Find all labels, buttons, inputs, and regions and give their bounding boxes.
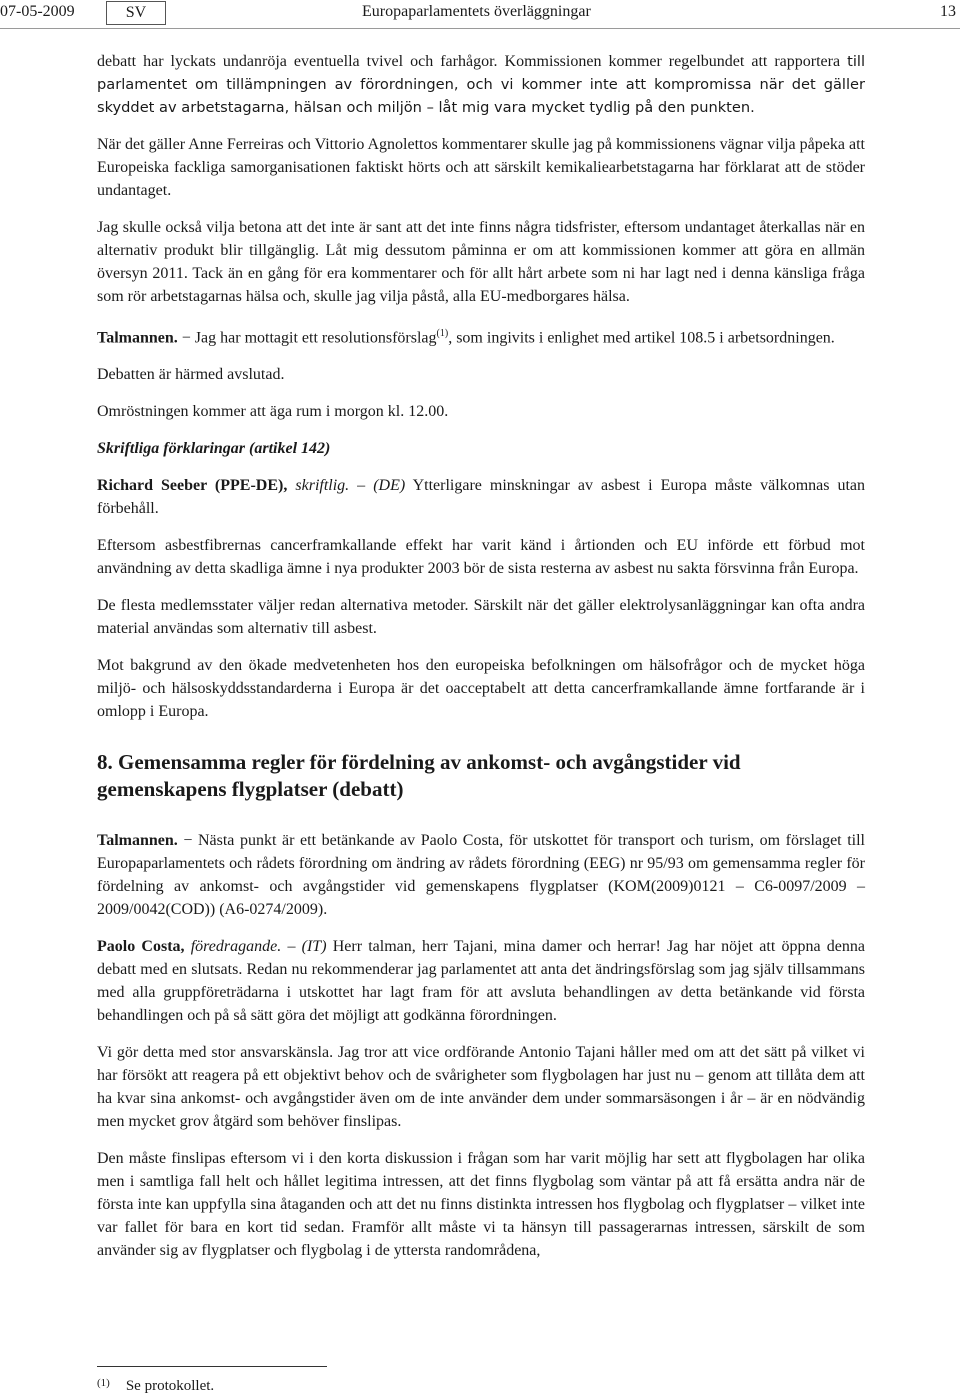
paragraph-12 [97, 935, 865, 1027]
speaker-name: Paolo Costa, [97, 938, 185, 956]
footnote-text: Se protokollet. [125, 1378, 215, 1394]
header-date: 07-05-2009 [0, 3, 75, 20]
speaker-language: – (DE) [349, 477, 406, 495]
speaker-role: föredragande. [184, 938, 282, 956]
language-badge: SV [106, 1, 166, 25]
paragraph-6: Omröstningen kommer att äga rum i morgon kl. 12.00. [97, 403, 449, 421]
paragraph-10: Mot bakgrund av den ökade medvetenheten hos den europeiska befolkningen om hälsofrågor och de mycket höga miljö- och hälsoskyddsstandarderna i Europa är det oacceptabelt att detta cancerframkallande ämne fortfarande är i omlopp i Europa. [97, 657, 865, 721]
paragraph-4 [97, 322, 865, 349]
paragraph-4-text-b: , som ingivits i enlighet med artikel 108.5 i arbetsordningen. [448, 329, 835, 347]
footnote-divider [97, 1366, 327, 1367]
page-number: 13 [940, 3, 956, 20]
paragraph-7-text: Ytterligare minskningar av asbest i Europa måste välkomnas utan förbehåll. [97, 477, 866, 518]
paragraph-9: De flesta medlemsstater väljer redan alternativa metoder. Särskilt när det gäller elektrolysanläggningar kan ofta andra material användas som alternativ till asbest. [97, 597, 865, 638]
footnote [97, 1378, 214, 1395]
speaker-language: – (IT) [281, 938, 327, 956]
paragraph-1-a: debatt har lyckats undanröja eventuella tvivel och farhågor. Kommissionen kommer regelbundet att rapportera [97, 53, 841, 70]
paragraph-5: Debatten är härmed avslutad. [97, 366, 285, 384]
paragraph-1-b: till parlamentet om tillämpningen av förordningen, och vi kommer inte att kompromissa när det gäller skyddet av arbetstagarna, hälsan och miljön – låt mig vara mycket tydlig på den punkten. [97, 53, 866, 116]
footnote-reference[interactable]: (1) [436, 328, 449, 339]
speaker-role: skriftlig. [287, 477, 350, 495]
speaker-name: Talmannen. [97, 329, 178, 347]
document-body [97, 50, 865, 1276]
paragraph-11 [97, 829, 865, 921]
speaker-name: Richard Seeber (PPE-DE), [97, 477, 288, 495]
paragraph-4-text-a: − Jag har mottagit ett resolutionsförslag [177, 329, 437, 347]
paragraph-8: Eftersom asbestfibrernas cancerframkallande effekt har varit känd i årtionden och EU införde ett förbud mot användning av detta skadliga ämne i nya produkter 2003 bör de sista resterna av asbest nu sakta försvinna från Europa. [97, 537, 865, 578]
subheading-written-statements: Skriftliga förklaringar (artikel 142) [97, 440, 331, 458]
paragraph-2: När det gäller Anne Ferreiras och Vittorio Agnolettos kommentarer skulle jag på kommissionens vägnar vilja påpeka att Europeiska fackliga samorganisationen faktiskt hörts och att särskilt kemikaliearbetstagarna har förklarat att de stöder undantaget. [97, 136, 865, 199]
paragraph-14: Den måste finslipas eftersom vi i den korta diskussion i frågan som har varit möjlig har sett att flygbolagen har olika men i samtliga fall helt och hållet legitima intressen, att det finns flygbolag som väntar på att få ersätta andra när de första inte kan uppfylla sina åtaganden och att det nu finns distinkta intressen hos flygbolag och flygplatser – vilket inte var fallet för bara en kort tid sedan. Framför allt måste vi ta hänsyn till passagerarnas intressen, särskilt de som använder sig av flygplatser och flygbolag i de yttersta randområdena, [97, 1150, 865, 1260]
footnote-number: (1) [97, 1377, 110, 1389]
page-header [0, 0, 960, 29]
header-title: Europaparlamentets överläggningar [362, 3, 591, 20]
speaker-name: Talmannen. [97, 832, 178, 850]
paragraph-11-text: − Nästa punkt är ett betänkande av Paolo Costa, för utskottet för transport och turism, om förslaget till Europaparlamentets och rådets förordning om ändring av rådets förordning (EEG) nr 95/93 om gemensamma regler för fördelning av ankomst- och avgångstider vid gemenskapens flygplatser (KOM(2009)0121 – C6-0097/2009 – 2009/0042(COD)) (A6-0274/2009). [97, 832, 865, 919]
paragraph-13: Vi gör detta med stor ansvarskänsla. Jag tror att vice ordförande Antonio Tajani håller med om att det sätt på vilket vi har försökt att reagera på ett objektivt behov och de svårigheter som flygbolagen har just nu – genom att tillåta dem att ha kvar sina ankomst- och avgångstider även om de inte använder dem under sommarsäsongen i år – är en nödvändig men mycket grov åtgärd som behöver finslipas. [97, 1044, 865, 1131]
paragraph-7 [97, 474, 865, 520]
section-heading: 8. Gemensamma regler för fördelning av ankomst- och avgångstider vid gemenskapens flygplatser (debatt) [97, 750, 741, 802]
paragraph-3: Jag skulle också vilja betona att det inte är sant att det inte finns några tidsfrister, eftersom undantaget återkallas när en alternativ produkt blir tillgänglig. Låt mig dessutom påminna er om att kommissionen kommer att göra en allmän översyn 2011. Tack än en gång för era kommentarer och för allt hårt arbete som ni har lagt ned i denna känsliga fråga som rör arbetstagarnas hälsa och, skulle jag vilja påstå, alla EU-medborgares hälsa. [97, 219, 865, 305]
paragraph-12-text: Herr talman, herr Tajani, mina damer och herrar! Jag har nöjet att öppna denna debatt med en slutsats. Redan nu rekommenderar jag parlamentet att anta det ändringsförslag som jag själv tillsammans med alla gruppföreträdarna i utskottet har lagt fram för att avsluta behandlingen av detta betänkande vid första behandlingen och på så sätt göra det möjligt att godkänna förordningen. [97, 938, 866, 1025]
paragraph-1 [97, 50, 865, 119]
